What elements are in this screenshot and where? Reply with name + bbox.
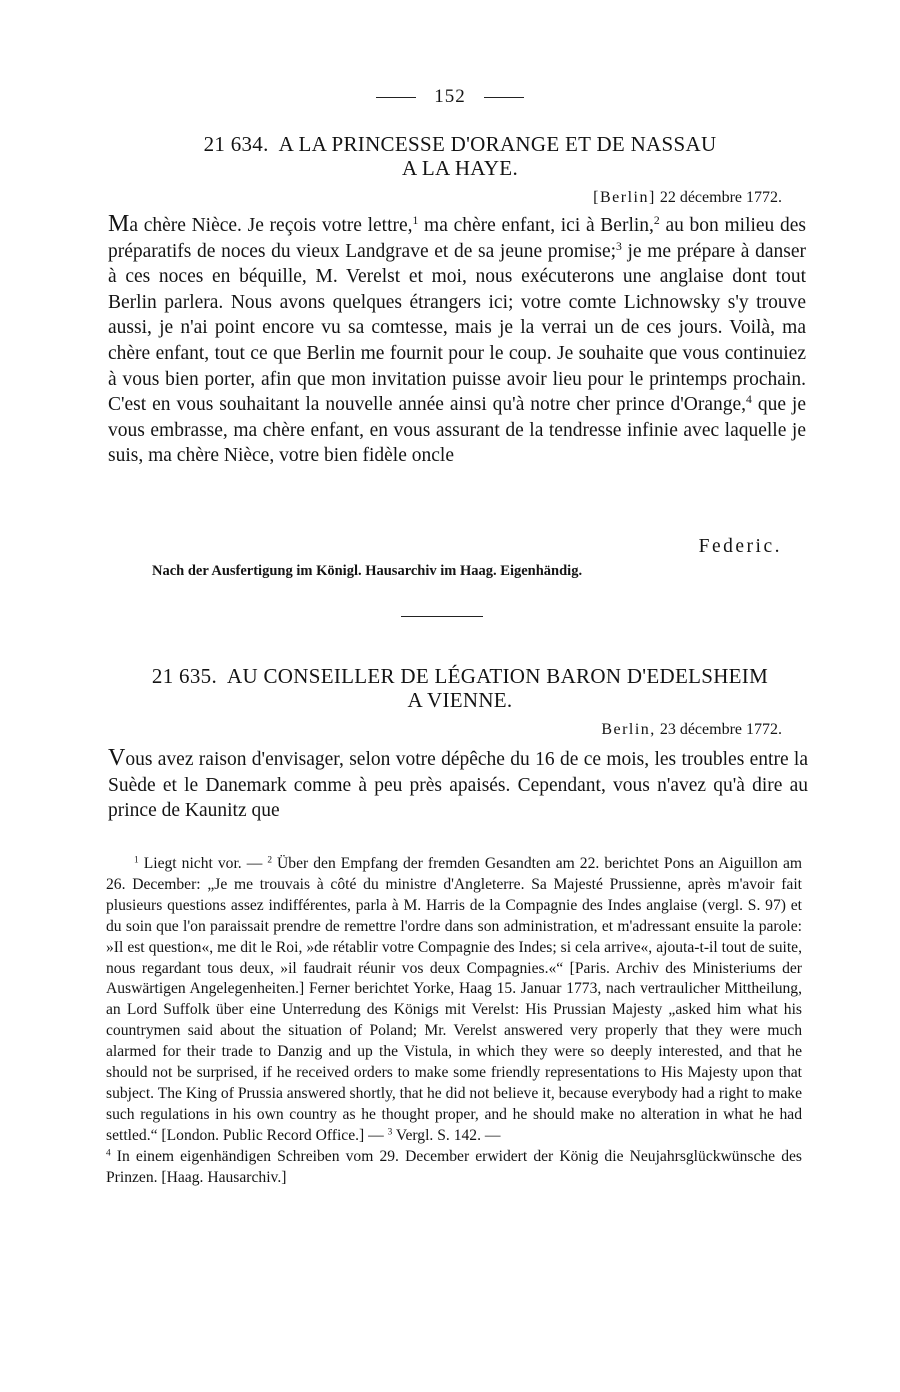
letter-heading <box>110 664 810 712</box>
footnote-text: In einem eigenhändigen Schreiben vom 29. December erwidert der König die Neujahrsglückwünsche des Prinzen. [Haag. Hausarchiv.] <box>106 1147 802 1186</box>
page-number <box>0 86 900 108</box>
source-note: Nach der Ausfertigung im Königl. Hausarchiv im Haag. Eigenhändig. <box>152 563 583 579</box>
section-divider <box>401 616 483 617</box>
page-number-rule-left <box>376 97 416 98</box>
letter-date: 22 décembre 1772. <box>659 189 782 206</box>
letter-body: Ma chère Nièce. Je reçois votre lettre,$^1$ ma chère enfant, ici à Berlin,$^2$ au bon milieu des préparatifs de noces du vieux Landgrave et de sa jeune promise;$^3$ je me prépare à danser à ces noces en béquille, M. Verelst et moi, nous exécuterons une anglaise dont tout Berlin parlera. Nous avons quelques étrangers ici; votre comte Lichnowsky s'y trouve aussi, je n'ai point encore vu sa comtesse, mais je la verrai un de ces jours. Voilà, ma chère enfant, tout ce que Berlin me fournit pour le coup. Je souhaite que vous continuiez à vous bien porter, afin que mon invitation puisse avoir lieu pour le printemps prochain. C'est en vous souhaitant la nouvelle année ainsi qu'à notre cher prince d'Orange,$^4$ que je vous embrasse, ma chère enfant, en vous assurant de la tendresse infinie avec laquelle je suis, ma chère Nièce, votre bien fidèle oncle <box>108 211 807 467</box>
page-number-text: 152 <box>434 86 466 107</box>
letter-initial: V <box>108 745 126 771</box>
letter-heading-line1: 21 635. AU CONSEILLER DE LÉGATION BARON D'EDELSHEIM <box>151 664 769 688</box>
footnote-block <box>106 854 802 1189</box>
footnote-ref: 2 <box>653 213 660 227</box>
letter-date: 23 décembre 1772. <box>659 721 782 738</box>
footnotes <box>106 854 802 1189</box>
letter-signature: Federic. <box>698 536 782 557</box>
letter-dateline <box>593 189 782 207</box>
letter-heading-line2: A VIENNE. <box>407 688 513 712</box>
letter-place: Berlin, <box>601 721 656 738</box>
letter-number: 21 635. <box>151 664 218 688</box>
footnote-number: 4 <box>106 1148 111 1159</box>
letter-heading <box>110 132 810 180</box>
page-number-rule-right <box>484 97 524 98</box>
footnote-number: 1 <box>134 855 139 866</box>
footnote-number: 3 <box>387 1127 393 1138</box>
footnote-text: Vergl. S. 142. — <box>392 1126 501 1144</box>
footnote-ref: 1 <box>412 213 419 227</box>
letter-dateline <box>601 721 782 739</box>
letter-heading-line1: 21 634. A LA PRINCESSE D'ORANGE ET DE NASSAU <box>203 132 717 156</box>
letter-initial: M <box>108 211 130 237</box>
letter-heading-line2: A LA HAYE. <box>402 156 518 180</box>
footnote-text: Liegt nicht vor. — <box>138 855 268 872</box>
footnote-text: Über den Empfang der fremden Gesandten am 22. berichtet Pons an Aiguillon am 26. December: „Je me trouvais à côté du ministre d'Angleterre. Sa Majesté Prussienne, après m'avoir fait plusieurs questions assez indifférentes, parla à M. Harris de la Compagnie des Indes anglaise (vergl. S. 97) et du soin que l'on paraissait prendre de remettre l'ordre dans son administration, et m'adressant ensuite la parole: »Il est question«, me dit le Roi, »de rétablir votre Compagnie des Indes; si cela arrive«, ajouta-t-il tout de suite, nous regardant tous deux, »il faudrait réunir vos deux Compagnies.«“ [Paris. Archiv des Ministeriums der Auswärtigen Angelegenheiten.] Ferner berichtet Yorke, Haag 15. Januar 1773, nach vertraulicher Mittheilung, an Lord Suffolk über eine Unterredung des Königs mit Verelst: His Prussian Majesty „asked him what his countrymen said about the situation of Poland; Mr. Verelst answered very properly that they were much alarmed for their trade to Danzig and up the Vistula, in which they were so deeply interested, and that he should not be surprised, if he received orders to make some friendly representations to His Majesty upon that subject. The King of Prussia answered shortly, that he did not believe it, because everybody had a right to make such regulations in his own country as he thought proper, and he should make no alteration in what he had settled.“ [London. Public Record Office.] — <box>106 855 802 1144</box>
letter-body: Vous avez raison d'envisager, selon votre dépêche du 16 de ce mois, les troubles entre la Suède et le Danemark comme à peu près apaisés. Cependant, vous n'avez qu'à dire au prince de Kaunitz que <box>108 745 808 822</box>
footnote-ref: 4 <box>746 393 752 407</box>
footnote-ref: 3 <box>616 239 622 253</box>
footnote-number: 2 <box>267 855 273 866</box>
letter-place: [Berlin] <box>593 189 656 206</box>
letter-number: 21 634. <box>203 132 269 156</box>
